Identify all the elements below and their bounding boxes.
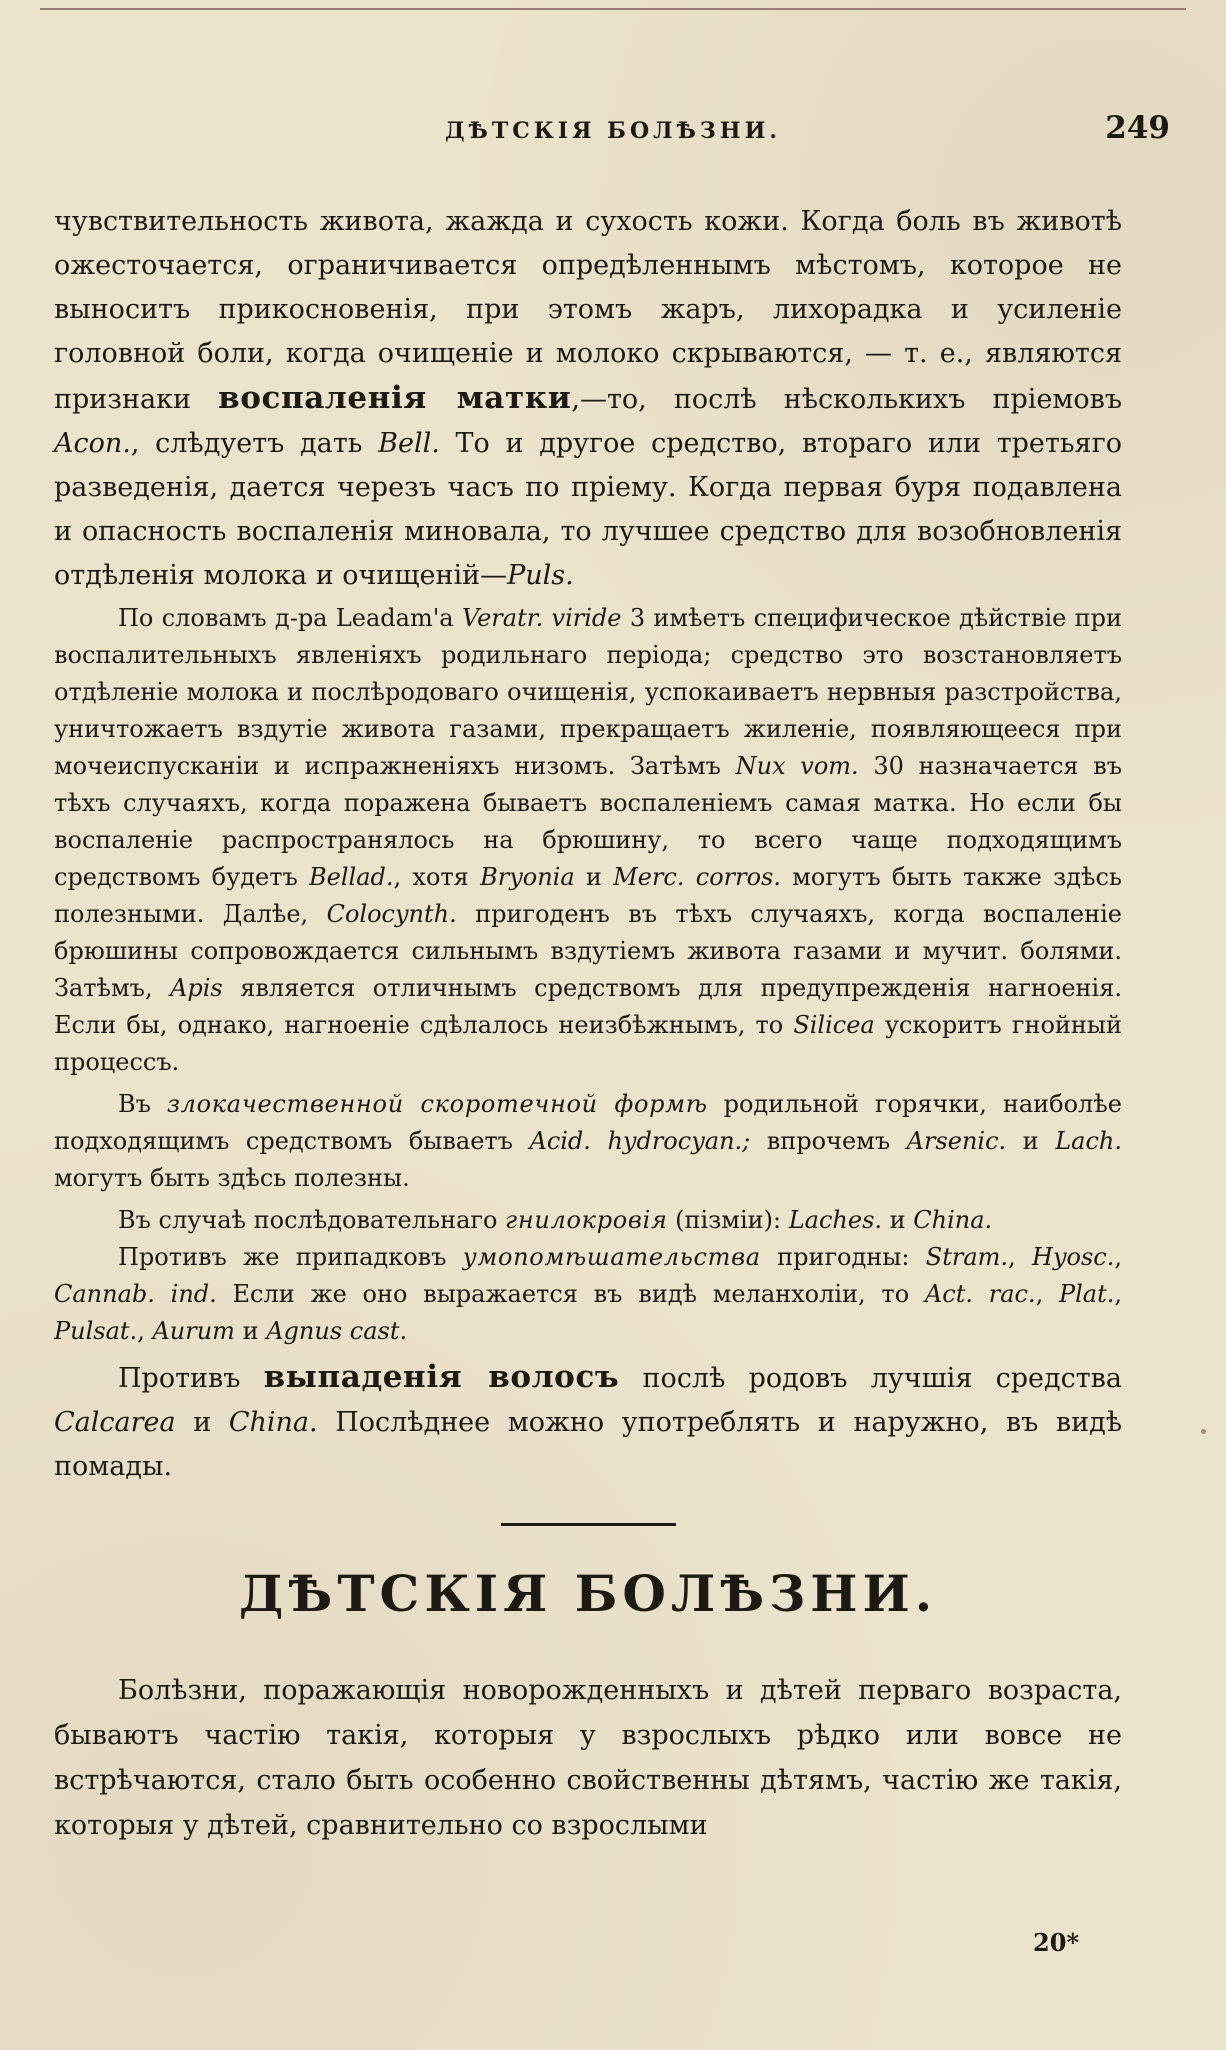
remedy-name: Acid. hydrocyan.;	[529, 1127, 751, 1155]
paragraph-text: послѣ родовъ лучшія средства	[619, 1363, 1122, 1394]
paragraph-text: Въ	[118, 1090, 167, 1118]
paragraph-text: , хотя	[393, 863, 481, 891]
paragraph-text: Противъ же припадковъ	[118, 1243, 463, 1271]
paragraph-veratrum	[54, 600, 1122, 1081]
paragraph-text: и	[1006, 1127, 1056, 1155]
paragraph-text: и	[574, 863, 614, 891]
remedy-name: Act. rac.	[924, 1280, 1036, 1308]
paragraph-text: могутъ быть здѣсь полезны.	[54, 1164, 410, 1192]
remedy-name: Apis	[170, 974, 223, 1002]
remedy-name: Acon.	[54, 428, 131, 459]
remedy-name: Calcarea	[54, 1407, 176, 1438]
emphasized-term: воспаленія матки	[218, 380, 572, 416]
remedy-name: Bryonia	[480, 863, 575, 891]
top-edge-rule	[40, 8, 1186, 10]
running-title: ДѢТСКІЯ БОЛѢЗНИ.	[444, 118, 782, 144]
remedy-name: Bellad.	[309, 863, 394, 891]
paragraph-text: ,	[1035, 1280, 1059, 1308]
section-separator	[501, 1523, 676, 1526]
paragraph-text: могутъ быть также здѣсь полезными. Далѣе,	[54, 863, 1122, 928]
remedy-name: Silicea	[793, 1011, 875, 1039]
emphasized-phrase: злокачественной скоротечной формѣ	[166, 1090, 708, 1118]
paragraph-text: , слѣдуетъ дать	[130, 428, 379, 459]
emphasized-phrase: умопомѣшательства	[462, 1243, 761, 1271]
remedy-name: China.	[913, 1206, 993, 1234]
paragraph-text: пригодны:	[760, 1243, 926, 1271]
remedy-name: Cannab. ind.	[54, 1280, 217, 1308]
paragraph-text: Противъ	[118, 1363, 264, 1394]
page-number: 249	[1105, 110, 1170, 146]
remedy-name: Veratr. viride	[461, 604, 622, 632]
emphasized-phrase: гнилокровія	[505, 1206, 668, 1234]
section-intro-paragraph: Болѣзни, поражающія новорожденныхъ и дѣтей перваго возраста, бываютъ частію такія, которыя у взрослыхъ рѣдко или вовсе не встрѣчаются, стало быть особенно свойственны дѣтямъ, частію же такія, которыя у дѣтей, сравнительно со взрослыми	[54, 1675, 1122, 1841]
paragraph-text: То и другое средство, втораго или третьяго разведенія, дается черезъ часъ по пріему. Когда первая буря подавлена и опасность воспаленія миновала, то лучшее средство для возобновленія отдѣленія молока и очищеній—	[54, 428, 1122, 591]
remedy-name: Puls.	[507, 560, 574, 591]
remedy-name: Colocynth.	[326, 900, 457, 928]
signature-mark: 20*	[1033, 1928, 1079, 1957]
page-header	[56, 110, 1170, 160]
paragraph-uterine-inflammation	[54, 200, 1122, 598]
remedy-name: Bell.	[378, 428, 440, 459]
remedy-name: Laches.	[788, 1206, 883, 1234]
paragraph-text: ускоритъ гнойный процессъ.	[54, 1011, 1122, 1076]
paragraph-text: впрочемъ	[750, 1127, 907, 1155]
paragraph-text: Послѣднее можно употреблять и наружно, въ видѣ помады.	[54, 1407, 1122, 1482]
paragraph-text: чувствительность живота, жажда и сухость кожи. Когда боль въ животѣ ожесточается, ограничивается опредѣленнымъ мѣстомъ, которое не выноситъ прикосновенія, при этомъ жаръ, лихорадка и усиленіе головной боли, когда очищеніе и молоко скрываются, — т. е., являются признаки	[54, 206, 1122, 415]
paragraph-text: Если же оно выражается въ видѣ меланхоліи, то	[216, 1280, 925, 1308]
paragraph-text: (пізміи):	[667, 1206, 789, 1234]
paragraph-text: По словамъ д-ра	[118, 604, 336, 632]
page-content	[54, 200, 1122, 1848]
margin-speck	[1201, 1429, 1206, 1434]
remedy-name: Plat.	[1058, 1280, 1115, 1308]
emphasized-term: выпаденія волосъ	[263, 1359, 620, 1395]
remedy-name: Pulsat.	[54, 1317, 138, 1345]
paragraph-hair-loss	[54, 1355, 1122, 1489]
paragraph-insanity	[54, 1239, 1122, 1350]
remedy-name: Nux vom.	[735, 752, 859, 780]
paragraph-text: ,—то, послѣ нѣсколькихъ пріемовъ	[571, 384, 1123, 415]
remedy-name: China.	[228, 1407, 318, 1438]
remedy-name: Agnus cast.	[266, 1317, 408, 1345]
paragraph-text	[454, 604, 462, 632]
remedy-name: Arsenic.	[906, 1127, 1007, 1155]
section-title: ДѢТСКІЯ БОЛѢЗНИ.	[238, 1564, 938, 1623]
remedy-name: Stram.	[925, 1243, 1009, 1271]
paragraph-text: Въ случаѣ послѣдовательнаго	[118, 1206, 506, 1234]
remedy-name: Hyosc.	[1032, 1243, 1115, 1271]
paragraph-text: ,	[1114, 1280, 1123, 1308]
paragraph-text: и	[234, 1317, 267, 1345]
paragraph-pyaemia	[54, 1202, 1122, 1239]
paragraph-text: ,	[137, 1317, 153, 1345]
author-name: Leadam'a	[335, 604, 454, 632]
remedy-name: Lach.	[1055, 1127, 1122, 1155]
paragraph-text: родильной горячки, наиболѣе подходящимъ средствомъ бываетъ	[54, 1090, 1122, 1155]
paragraph-text: 3 имѣетъ специфическое дѣйствіе при воспалительныхъ явленіяхъ родильнаго періода; средство это возстановляетъ отдѣленіе молока и послѣродоваго очищенія, успокаиваетъ нервныя разстройства, уничтожаетъ вздутіе живота газами, прекращаетъ жиленіе, появляющееся при мочеиспусканіи и испражненіяхъ низомъ. Затѣмъ	[54, 604, 1123, 780]
remedy-name: Aurum	[152, 1317, 235, 1345]
paragraph-text: 30 назначается въ тѣхъ случаяхъ, когда поражена бываетъ воспаленіемъ самая матка. Но если бы воспаленіе распространялось на брюшину, то всего чаще подходящимъ средствомъ будетъ	[54, 752, 1122, 891]
paragraph-text: пригоденъ въ тѣхъ случаяхъ, когда воспаленіе брюшины сопровождается сильнымъ вздутіемъ живота газами и мучит. болями. Затѣмъ,	[54, 900, 1122, 1002]
paragraph-text: и	[882, 1206, 914, 1234]
paragraph-text: ,	[1114, 1243, 1122, 1271]
remedy-name: Merc. corros.	[613, 863, 781, 891]
paragraph-text: ,	[1008, 1243, 1033, 1271]
paragraph-text: и	[175, 1407, 229, 1438]
paragraph-malignant-form	[54, 1086, 1122, 1197]
paragraph-text: является отличнымъ средствомъ для предупрежденія нагноенія. Если бы, однако, нагноеніе сдѣлалось неизбѣжнымъ, то	[54, 974, 1122, 1039]
